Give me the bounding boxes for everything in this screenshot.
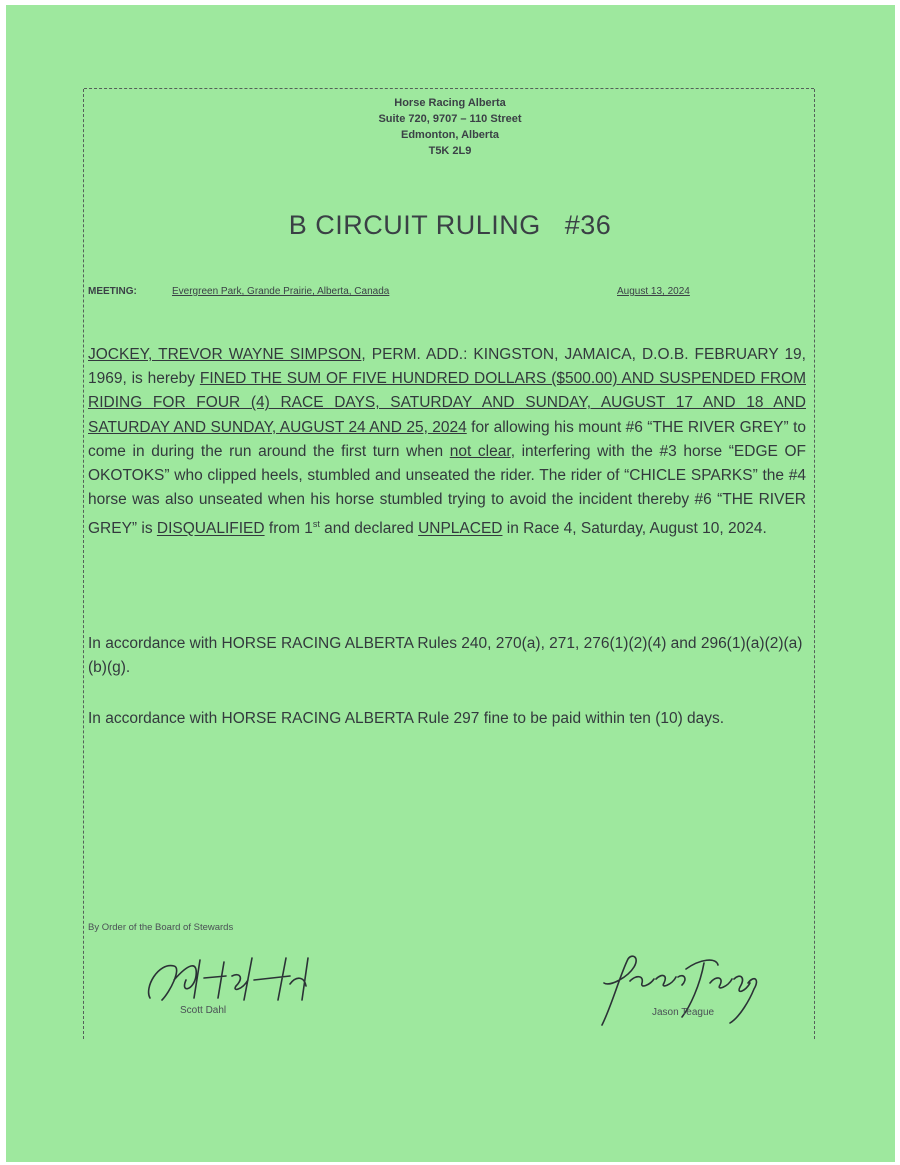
signatory-name-1: Scott Dahl bbox=[180, 1005, 227, 1016]
address-postal: T5K 2L9 bbox=[428, 145, 472, 157]
meeting-date: August 13, 2024 bbox=[617, 286, 690, 297]
disqualified-text: DISQUALIFIED bbox=[156, 520, 265, 538]
ordinal-suffix: st bbox=[312, 519, 320, 530]
org-name: Horse Racing Alberta bbox=[394, 97, 506, 109]
unplaced-text: UNPLACED bbox=[418, 520, 503, 538]
signature-scott-dahl bbox=[140, 950, 320, 1020]
jockey-address: , PERM. ADD.: KINGSTON, JAMAICA, D.O.B. FEBRUARY 19, 1969, is hereby bbox=[88, 346, 806, 388]
page-frame-top-border bbox=[84, 88, 814, 89]
address-street: Suite 720, 9707 – 110 Street bbox=[378, 113, 522, 125]
rules-paragraph: In accordance with HORSE RACING ALBERTA Rules 240, 270(a), 271, 276(1)(2)(4) and 296(1)(a)(2)(a)(b)(g). bbox=[88, 635, 803, 677]
ruling-text-1: for allowing his mount #6 “THE RIVER GREY” to come in during the run around the first turn when bbox=[88, 418, 806, 460]
order-line: By Order of the Board of Stewards bbox=[88, 922, 234, 933]
ruling-text-4: and declared bbox=[319, 520, 419, 538]
address-city: Edmonton, Alberta bbox=[401, 129, 499, 141]
not-clear-text: not clear bbox=[449, 442, 511, 460]
meeting-venue: Evergreen Park, Grande Prairie, Alberta, Canada bbox=[172, 286, 390, 297]
ruling-paragraph bbox=[88, 343, 806, 542]
ruling-text-2: , interfering with the #3 horse “EDGE OF OKOTOKS” who clipped heels, stumbled and unseated the rider. The rider of “CHICLE SPARKS” the #4 horse was also unseated when his horse stumbled trying to avoid the incident thereby #6 “THE RIVER GREY” is bbox=[88, 442, 807, 538]
document-title: B CIRCUIT RULING #36 bbox=[288, 210, 612, 240]
signatory-name-2: Jason Teague bbox=[652, 1007, 715, 1018]
jockey-name: JOCKEY, TREVOR WAYNE SIMPSON bbox=[88, 346, 362, 363]
meeting-label: MEETING: bbox=[88, 286, 137, 297]
letterhead-address bbox=[0, 95, 900, 159]
ruling-text-5: in Race 4, Saturday, August 10, 2024. bbox=[502, 520, 767, 538]
penalty-text: FINED THE SUM OF FIVE HUNDRED DOLLARS ($500.00) AND SUSPENDED FROM RIDING FOR FOUR (4) RACE DAYS, SATURDAY AND SUNDAY, AUGUST 17 AND 18 AND SATURDAY AND SUNDAY, AUGUST 24 AND 25, 2024 bbox=[88, 370, 806, 436]
ruling-text-3: from 1 bbox=[264, 520, 313, 538]
fine-paragraph: In accordance with HORSE RACING ALBERTA Rule 297 fine to be paid within ten (10) days. bbox=[88, 710, 725, 727]
